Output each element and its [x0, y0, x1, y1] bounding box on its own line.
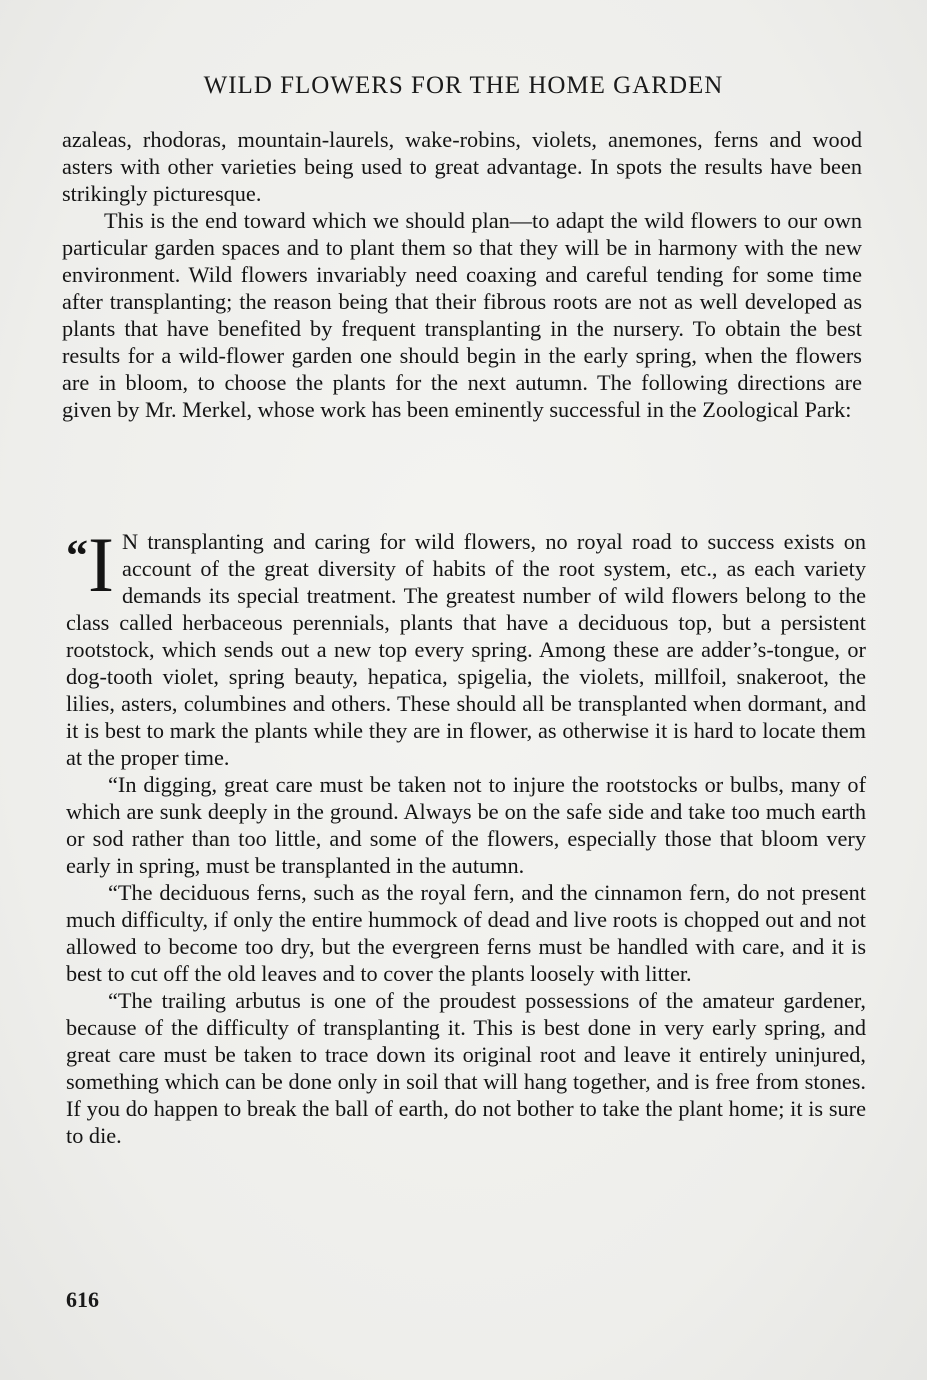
running-head: WILD FLOWERS FOR THE HOME GARDEN [203, 72, 724, 99]
intro-paragraph-1: azaleas, rhodoras, mountain-laurels, wake-robins, violets, anemones, ferns and wood asters with other varieties being used to great advantage. In spots the results have been strikingly picturesque. [62, 127, 862, 206]
page-number: 616 [66, 1287, 99, 1312]
quote-paragraph-3: “The deciduous ferns, such as the royal fern, and the cinnamon fern, do not present much difficulty, if only the entire hummock of dead and live roots is chopped out and not allowed to become too dry, but the evergreen ferns must be handled with care, and it is best to cut off the old leaves and to cover the plants loosely with litter. [66, 880, 866, 986]
quote-paragraph-2: “In digging, great care must be taken not to injure the rootstocks or bulbs, many of which are sunk deeply in the ground. Always be on the safe side and take too much earth or sod rather than too little, and some of the flowers, especially those that bloom very early in spring, must be transplanted in the autumn. [66, 772, 866, 878]
intro-paragraph-2: This is the end toward which we should plan—to adapt the wild flowers to our own particular garden spaces and to plant them so that they will be in harmony with the new environment. Wild flowers invariably need coaxing and careful tending for some time after transplanting; the reason being that their fibrous roots are not as well developed as plants that have benefited by frequent transplanting in the nursery. To obtain the best results for a wild-flower garden one should begin in the early spring, when the flowers are in bloom, to choose the plants for the next autumn. The following directions are given by Mr. Merkel, whose work has been eminently successful in the Zoological Park: [62, 208, 862, 422]
quote-paragraph-1: N transplanting and caring for wild flowers, no royal road to success exists on account of the great diversity of habits of the root system, etc., as each variety demands its special treatment. The greatest number of wild flowers belong to the class called herbaceous perennials, plants that have a deciduous top, but a persistent rootstock, which sends out a new top every spring. Among these are adder’s-tongue, or dog-tooth violet, spring beauty, hepatica, spigelia, the violets, millfoil, snakeroot, the lilies, asters, columbines and others. These should all be transplanted when dormant, and it is best to mark the plants while they are in flower, as otherwise it is hard to locate them at the proper time. [66, 529, 866, 770]
quote-paragraph-4: “The trailing arbutus is one of the proudest possessions of the amateur gardener, because of the difficulty of transplanting it. This is best done in very early spring, and great care must be taken to trace down its original root and leave it entirely uninjured, something which can be done only in soil that will hang together, and is free from stones. If you do happen to break the ball of earth, do not bother to take the plant home; it is sure to die. [66, 988, 866, 1148]
drop-cap-letter: I [88, 521, 114, 608]
drop-cap-quote-mark: “ [66, 531, 88, 580]
drop-cap [66, 521, 114, 608]
intro-text [62, 126, 862, 423]
quotation-block [66, 521, 866, 1149]
